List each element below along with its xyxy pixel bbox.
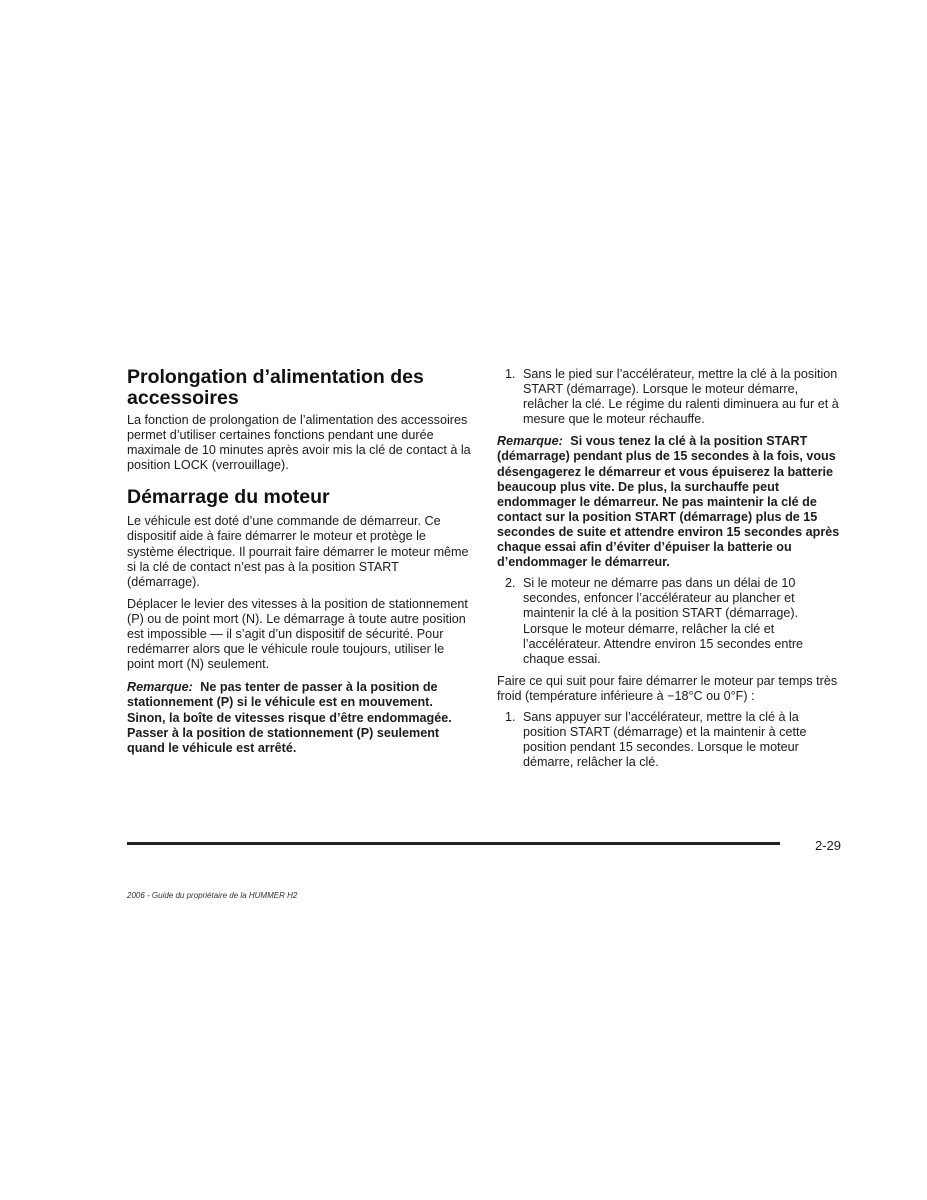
heading-prolongation: Prolongation d’alimentation des accessoires	[127, 366, 424, 409]
left-column	[127, 367, 473, 756]
heading-demarrage: Démarrage du moteur	[127, 486, 330, 509]
list-number: 1.	[505, 709, 516, 724]
list-number: 1.	[505, 367, 516, 381]
list-item	[497, 367, 843, 427]
paragraph-demarreur: Le véhicule est doté d’une commande de démarreur. Ce dispositif aide à faire démarrer le moteur et protège le système électrique. Il pourrait faire démarrer le moteur même si la clé de contact n’est pas à la position START (démarrage).	[127, 514, 469, 589]
paragraph-levier: Déplacer le levier des vitesses à la position de stationnement (P) ou de point mort (N). Le démarrage à toute autre position est impossible — il s’agit d’un dispositif de sécurité. Pour redémarrer alors que le véhicule roule toujours, utiliser le point mort (N) seulement.	[127, 596, 468, 672]
note-stationnement	[127, 680, 473, 755]
horizontal-rule	[127, 842, 780, 845]
list-text: Si le moteur ne démarre pas dans un délai de 10 secondes, enfoncer l’accélérateur au plancher et maintenir la clé à la position START (démarrage). Lorsque le moteur démarre, relâcher la clé et l’accélérateur. Attendre environ 15 secondes entre chaque essai.	[523, 576, 804, 666]
list-item	[497, 576, 843, 667]
list-item	[497, 710, 843, 770]
note-text: Si vous tenez la clé à la position START (démarrage) pendant plus de 15 secondes à la fois, vous désengagerez le démarreur et vous épuiserez la batterie beaucoup plus vite. De plus, la surchauffe peut endommager le démarreur. Ne pas maintenir la clé de contact sur la position START (démarrage) plus de 15 secondes de suite et attendre environ 15 secondes après chaque essai afin d’éviter d’épuiser la batterie ou d’endommager le démarreur.	[497, 434, 840, 570]
list-number: 2.	[505, 576, 516, 591]
list-text: Sans le pied sur l’accélérateur, mettre la clé à la position START (démarrage). Lorsque le moteur démarre, relâcher la clé. Le régime du ralenti diminuera au fur et à mesure que le moteur réchauffe.	[523, 367, 839, 427]
steps-list-3	[497, 710, 843, 770]
right-column	[497, 367, 843, 770]
page-number: 2-29	[815, 838, 842, 853]
steps-list-1	[497, 367, 843, 427]
list-text: Sans appuyer sur l’accélérateur, mettre la clé à la position START (démarrage) et la maintenir à cette position pendant 15 secondes. Lorsque le moteur démarre, relâcher la clé.	[523, 709, 807, 770]
note-lead: Remarque:	[497, 434, 563, 449]
note-demarreur	[497, 434, 843, 570]
footer-text: 2006 - Guide du propriétaire de la HUMMER H2	[127, 891, 298, 900]
note-lead: Remarque:	[127, 680, 193, 695]
note-text: Ne pas tenter de passer à la position de stationnement (P) si le véhicule est en mouvement. Sinon, la boîte de vitesses risque d’être endommagée. Passer à la position de stationnement (P) seulement quand le véhicule est arrêté.	[127, 680, 452, 755]
paragraph-prolongation: La fonction de prolongation de l’alimentation des accessoires permet d’utiliser certaines fonctions pendant une durée maximale de 10 minutes après avoir mis la clé de contact à la position LOCK (verrouillage).	[127, 413, 471, 473]
steps-list-2	[497, 576, 843, 667]
paragraph-temps-froid: Faire ce qui suit pour faire démarrer le moteur par temps très froid (température inférieure à −18°C ou 0°F) :	[497, 673, 838, 703]
